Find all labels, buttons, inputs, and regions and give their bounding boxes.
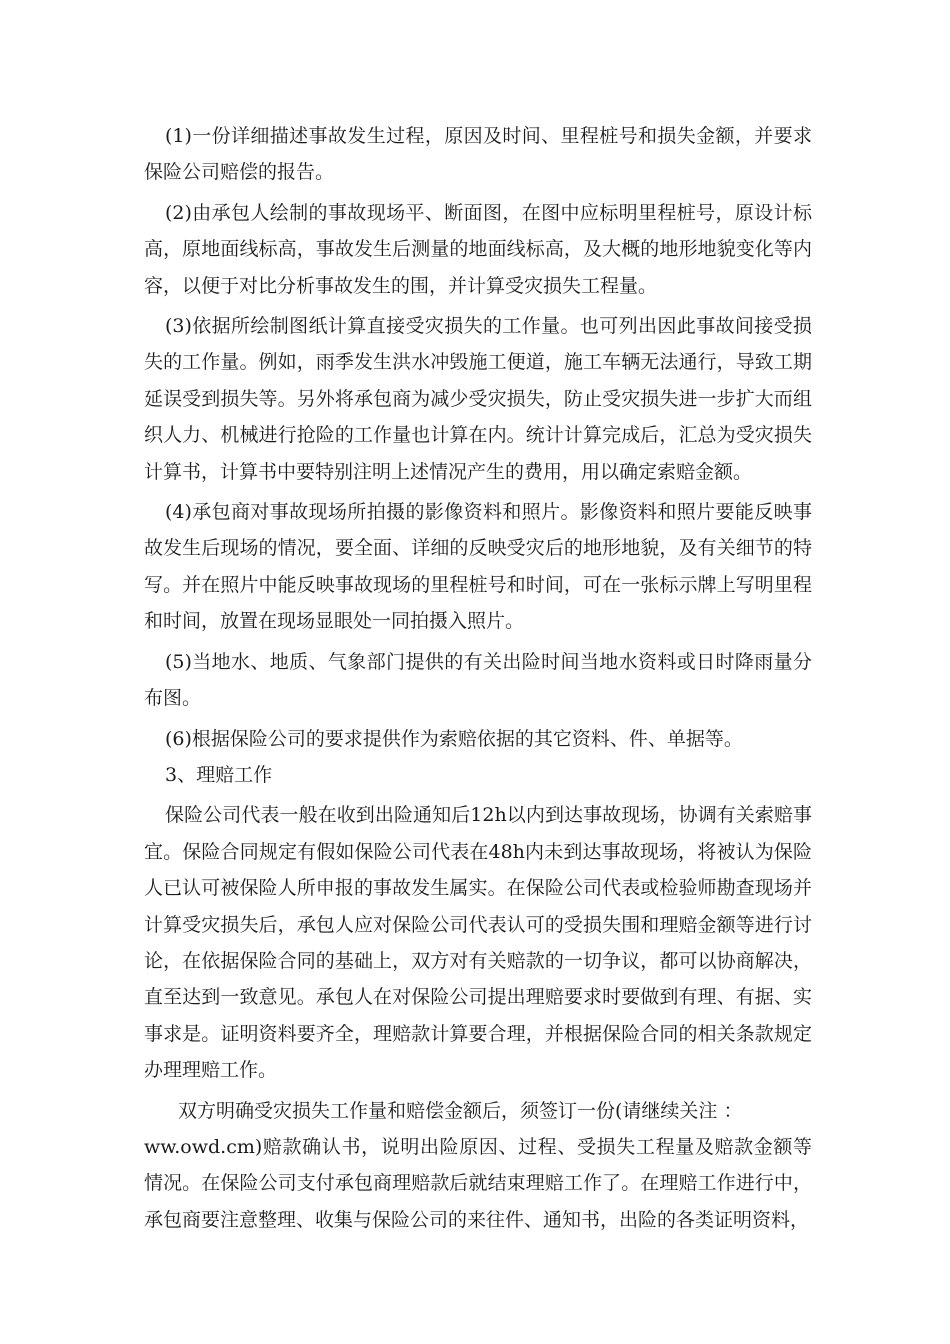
final-paragraph-first-line: 双方明确受灾损失工作量和赔偿金额后，须签订一份(请继续关注 ： bbox=[178, 1099, 743, 1122]
list-item-5: (5)当地水、地质、气象部门提供的有关出险时间当地水资料或日时降雨量分布图。 bbox=[144, 650, 812, 710]
list-item-3: (3)依据所绘制图纸计算直接受灾损失的工作量。也可列出因此事故间接受损失的工作量。例如，雨季发生洪水冲毁施工便道，施工车辆无法通行，导致工期延误受到损失等。另外将承包商为减少受灾损失，防止受灾损失进一步扩大而组织人力、机械进行抢险的工作量也计算在内。统计计算完成后，汇总为受灾损失计算书，计算书中要特别注明上述情况产生的费用，用以确定索赔金额。 bbox=[144, 315, 812, 483]
list-item-1: (1)一份详细描述事故发生过程，原因及时间、里程桩号和损失金额，并要求保险公司赔偿的报告。 bbox=[144, 125, 812, 184]
final-paragraph-continuation: ww.owd.cm)赔款确认书，说明出险原因、过程、受损失工程量及赔款金额等情况。在保险公司支付承包商理赔款后就结束理赔工作了。在理赔工作进行中，承包商要注意整理、收集与保险公司的来往件、通知书，出险的各类证明资料， bbox=[144, 1135, 812, 1231]
list-item-6: (6)根据保险公司的要求提供作为索赔依据的其它资料、件、单据等。 bbox=[165, 727, 743, 750]
document-page bbox=[144, 118, 812, 1238]
list-item-4: (4)承包商对事故现场所拍摄的影像资料和照片。影像资料和照片要能反映事故发生后现场的情况，要全面、详细的反映受灾后的地形地貌，及有关细节的特写。并在照片中能反映事故现场的里程桩号和时间，可在一张标示牌上写明里程和时间，放置在现场显眼处一同拍摄入照片。 bbox=[144, 501, 812, 633]
claims-paragraph: 保险公司代表一般在收到出险通知后12h以内到达事故现场，协调有关索赔事宜。保险合同规定有假如保险公司代表在48h内未到达事故现场，将被认为保险人已认可被保险人所申报的事故发生属实。在保险公司代表或检验师勘查现场并计算受灾损失后，承包人应对保险公司代表认可的受损失围和理赔金额等进行讨论，在依据保险合同的基础上，双方对有关赔款的一切争议，都可以协商解决，直至达到一致意见。承包人在对保险公司提出理赔要求时要做到有理、有据、实事求是。证明资料要齐全，理赔款计算要合理，并根据保险合同的相关条款规定办理理赔工作。 bbox=[144, 804, 812, 1082]
list-item-2: (2)由承包人绘制的事故现场平、断面图，在图中应标明里程桩号，原设计标高，原地面线标高，事故发生后测量的地面线标高，及大概的地形地貌变化等内容，以便于对比分析事故发生的围，并计算受灾损失工程量。 bbox=[144, 201, 812, 297]
section-heading: 3、理赔工作 bbox=[165, 763, 273, 786]
